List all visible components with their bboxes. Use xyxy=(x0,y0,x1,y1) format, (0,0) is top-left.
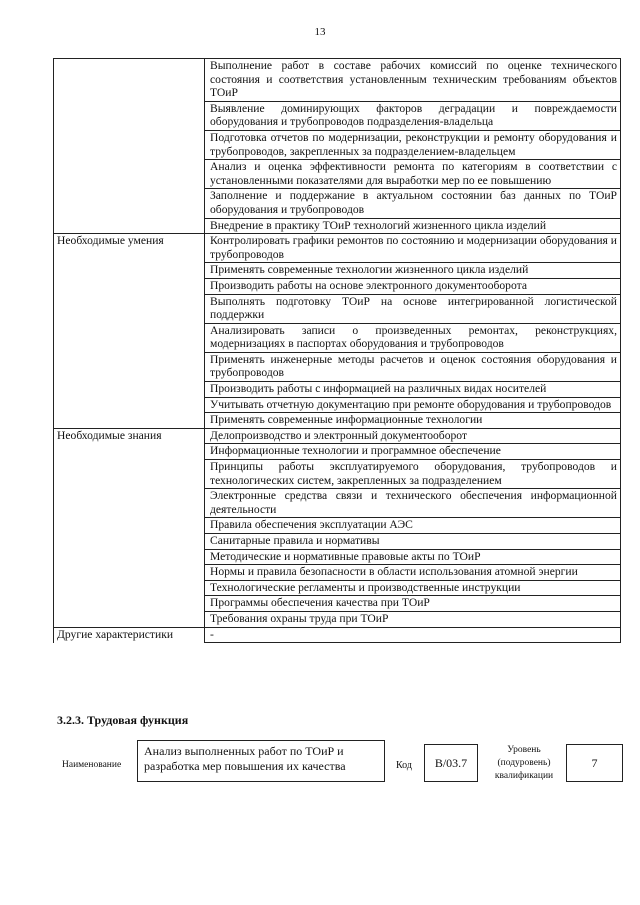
row-label xyxy=(54,352,205,381)
row-label xyxy=(54,263,205,279)
table-row xyxy=(54,413,621,429)
row-label xyxy=(54,518,205,534)
row-label xyxy=(54,278,205,294)
row-text: Выполнение работ в составе рабочих комиссий по оценке технического состояния и соответствия установленным техническим требованиям объектов ТОиР xyxy=(205,59,621,102)
table-row xyxy=(54,218,621,234)
row-label xyxy=(54,189,205,218)
table-row xyxy=(54,59,621,102)
row-text: Применять современные технологии жизненного цикла изделий xyxy=(205,263,621,279)
table-row xyxy=(54,160,621,189)
table-row xyxy=(54,627,621,643)
row-text: Нормы и правила безопасности в области использования атомной энергии xyxy=(205,565,621,581)
row-text: Анализировать записи о произведенных ремонтах, реконструкциях, модернизациях в паспортах оборудования и трубопроводов xyxy=(205,323,621,352)
row-text: Электронные средства связи и технического обеспечения информационной деятельности xyxy=(205,489,621,518)
table-row xyxy=(54,549,621,565)
name-label: Наименование xyxy=(62,760,122,770)
row-label xyxy=(54,323,205,352)
row-label xyxy=(54,294,205,323)
row-text: Санитарные правила и нормативы xyxy=(205,534,621,550)
row-label xyxy=(54,565,205,581)
level-label: Уровень (подуровень) квалификации xyxy=(494,745,554,781)
table-row xyxy=(54,611,621,627)
row-text: Применять современные информационные технологии xyxy=(205,413,621,429)
table-row xyxy=(54,323,621,352)
table-row xyxy=(54,352,621,381)
table-row xyxy=(54,130,621,159)
table-row xyxy=(54,294,621,323)
table-row xyxy=(54,518,621,534)
row-text: Производить работы с информацией на различных видах носителей xyxy=(205,382,621,398)
row-label: Необходимые умения xyxy=(54,234,205,263)
row-text: Контролировать графики ремонтов по состоянию и модернизации оборудования и трубопроводов xyxy=(205,234,621,263)
table-row xyxy=(54,489,621,518)
row-text: Выявление доминирующих факторов деградации и повреждаемости оборудования и трубопроводов подразделения-владельца xyxy=(205,101,621,130)
table-row xyxy=(54,234,621,263)
row-text: Технологические регламенты и производственные инструкции xyxy=(205,580,621,596)
row-label xyxy=(54,580,205,596)
row-label xyxy=(54,489,205,518)
row-text: Анализ и оценка эффективности ремонта по категориям в соответствии с установленными показателями для выработки мер по ее повышению xyxy=(205,160,621,189)
row-label xyxy=(54,444,205,460)
table-row xyxy=(54,460,621,489)
row-text: Производить работы на основе электронного документооборота xyxy=(205,278,621,294)
table-row xyxy=(54,580,621,596)
row-text: Информационные технологии и программное обеспечение xyxy=(205,444,621,460)
row-text: Правила обеспечения эксплуатации АЭС xyxy=(205,518,621,534)
table-row xyxy=(54,428,621,444)
row-text: Принципы работы эксплуатируемого оборудования, трубопроводов и технологических систем, закрепленных за подразделением xyxy=(205,460,621,489)
row-label xyxy=(54,596,205,612)
row-label xyxy=(54,549,205,565)
row-text: Программы обеспечения качества при ТОиР xyxy=(205,596,621,612)
row-label xyxy=(54,59,205,102)
row-label xyxy=(54,160,205,189)
row-label xyxy=(54,218,205,234)
row-text: Выполнять подготовку ТОиР на основе интегрированной логистической поддержки xyxy=(205,294,621,323)
row-label xyxy=(54,460,205,489)
row-label xyxy=(54,101,205,130)
code-box: B/03.7 xyxy=(424,744,478,782)
section-heading: 3.2.3. Трудовая функция xyxy=(57,713,189,727)
table-row xyxy=(54,278,621,294)
row-text: Заполнение и поддержание в актуальном состоянии баз данных по ТОиР оборудования и трубопроводов xyxy=(205,189,621,218)
row-label: Необходимые знания xyxy=(54,428,205,444)
table-row xyxy=(54,534,621,550)
table-row xyxy=(54,189,621,218)
code-label: Код xyxy=(396,760,412,771)
table-row xyxy=(54,382,621,398)
table-row xyxy=(54,263,621,279)
row-text: Подготовка отчетов по модернизации, реконструкции и ремонту оборудования и трубопроводов, закрепленных за подразделением-владельцем xyxy=(205,130,621,159)
table-row xyxy=(54,444,621,460)
row-text: Методические и нормативные правовые акты по ТОиР xyxy=(205,549,621,565)
row-label xyxy=(54,130,205,159)
row-label xyxy=(54,382,205,398)
table-row xyxy=(54,397,621,413)
row-label: Другие характеристики xyxy=(54,627,205,643)
table-row xyxy=(54,596,621,612)
function-name-box: Анализ выполненных работ по ТОиР и разработка мер повышения их качества xyxy=(137,740,385,782)
row-text: Требования охраны труда при ТОиР xyxy=(205,611,621,627)
row-text: - xyxy=(205,627,621,643)
row-text: Делопроизводство и электронный документооборот xyxy=(205,428,621,444)
level-box: 7 xyxy=(566,744,623,782)
row-text: Внедрение в практику ТОиР технологий жизненного цикла изделий xyxy=(205,218,621,234)
row-label xyxy=(54,413,205,429)
competency-table xyxy=(53,58,621,643)
table-row xyxy=(54,565,621,581)
row-text: Учитывать отчетную документацию при ремонте оборудования и трубопроводов xyxy=(205,397,621,413)
row-label xyxy=(54,397,205,413)
row-label xyxy=(54,534,205,550)
row-label xyxy=(54,611,205,627)
page-number: 13 xyxy=(314,26,326,38)
row-text: Применять инженерные методы расчетов и оценок состояния оборудования и трубопроводов xyxy=(205,352,621,381)
table-row xyxy=(54,101,621,130)
